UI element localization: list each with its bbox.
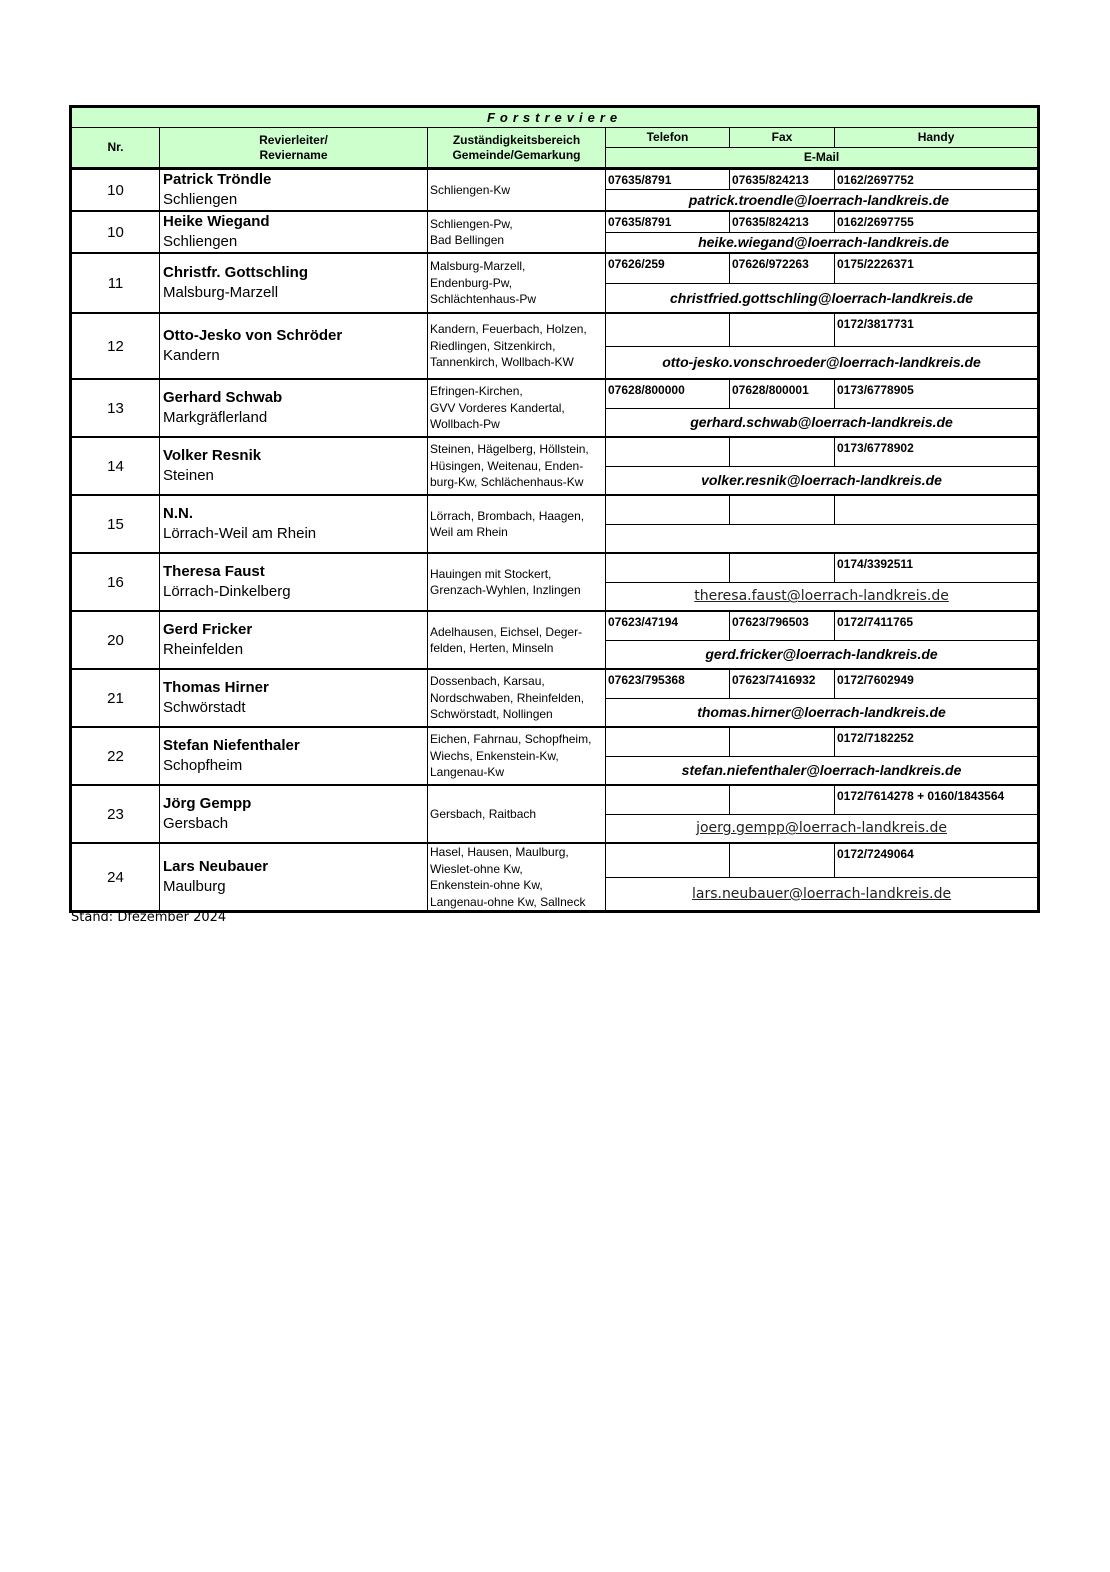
- revier-nr: 15: [71, 495, 160, 553]
- zustaendigkeit-cell: Kandern, Feuerbach, Holzen, Riedlingen, Sitzenkirch, Tannenkirch, Wollbach-KW: [428, 313, 606, 379]
- fax-cell: [730, 437, 835, 466]
- revierleiter-name: Gerhard Schwab: [163, 389, 283, 406]
- telefon-cell: 07626/259: [606, 253, 730, 283]
- zustaendigkeit-cell: Hasel, Hausen, Maulburg, Wieslet-ohne Kw, Enkenstein-ohne Kw, Langenau-ohne Kw, Sallneck: [428, 843, 606, 912]
- zustaendigkeit-cell: Dossenbach, Karsau, Nordschwaben, Rheinfelden, Schwörstadt, Nollingen: [428, 669, 606, 727]
- email-link[interactable]: gerhard.schwab@loerrach-landkreis.de: [606, 408, 1039, 437]
- revierleiter-cell: [160, 727, 428, 785]
- telefon-cell: [606, 843, 730, 877]
- telefon-cell: [606, 437, 730, 466]
- header-revierleiter-line1: Revierleiter/: [259, 132, 328, 147]
- revier-nr: 11: [71, 253, 160, 313]
- revierleiter-cell: [160, 253, 428, 313]
- zustaendigkeit-cell: Lörrach, Brombach, Haagen, Weil am Rhein: [428, 495, 606, 553]
- header-revierleiter: [160, 128, 428, 169]
- table-row: [71, 727, 1039, 756]
- telefon-cell: 07635/8791: [606, 169, 730, 190]
- revierleiter-name: Heike Wiegand: [163, 213, 270, 230]
- reviername: Schliengen: [163, 191, 238, 208]
- revier-nr: 10: [71, 169, 160, 212]
- telefon-cell: [606, 727, 730, 756]
- email-link[interactable]: [606, 524, 1039, 553]
- forstreviere-table: [69, 105, 1040, 913]
- telefon-cell: [606, 495, 730, 524]
- revier-nr: 20: [71, 611, 160, 669]
- fax-cell: 07628/800001: [730, 379, 835, 408]
- revier-nr: 23: [71, 785, 160, 843]
- reviername: Schliengen: [163, 233, 238, 250]
- revierleiter-name: N.N.: [163, 505, 193, 522]
- header-email: E-Mail: [606, 148, 1039, 169]
- fax-cell: 07623/7416932: [730, 669, 835, 698]
- table-row: [71, 669, 1039, 698]
- email-link[interactable]: thomas.hirner@loerrach-landkreis.de: [606, 698, 1039, 727]
- revier-nr: 22: [71, 727, 160, 785]
- handy-cell: 0172/7249064: [835, 843, 1039, 877]
- revierleiter-cell: [160, 379, 428, 437]
- telefon-cell: 07623/795368: [606, 669, 730, 698]
- handy-cell: 0172/7182252: [835, 727, 1039, 756]
- revierleiter-cell: [160, 437, 428, 495]
- revierleiter-name: Theresa Faust: [163, 563, 265, 580]
- email-link[interactable]: theresa.faust@loerrach-landkreis.de: [606, 582, 1039, 611]
- revierleiter-cell: [160, 553, 428, 611]
- handy-cell: [835, 495, 1039, 524]
- header-zustaendigkeit-line2: Gemeinde/Gemarkung: [452, 147, 581, 162]
- fax-cell: 07626/972263: [730, 253, 835, 283]
- reviername: Maulburg: [163, 878, 226, 895]
- revierleiter-cell: [160, 313, 428, 379]
- revierleiter-cell: [160, 169, 428, 212]
- revier-nr: 24: [71, 843, 160, 912]
- stand-note: Stand: Dfezember 2024: [71, 910, 227, 925]
- fax-cell: [730, 553, 835, 582]
- header-handy: Handy: [835, 128, 1039, 148]
- header-zustaendigkeit-line1: Zuständigkeitsbereich: [452, 132, 581, 147]
- revierleiter-cell: [160, 669, 428, 727]
- table-row: [71, 313, 1039, 346]
- handy-cell: 0172/3817731: [835, 313, 1039, 346]
- fax-cell: [730, 495, 835, 524]
- fax-cell: [730, 785, 835, 814]
- revierleiter-cell: [160, 495, 428, 553]
- telefon-cell: [606, 553, 730, 582]
- fax-cell: [730, 313, 835, 346]
- reviername: Steinen: [163, 467, 214, 484]
- table-row: [71, 785, 1039, 814]
- revierleiter-name: Otto-Jesko von Schröder: [163, 327, 343, 344]
- revierleiter-cell: [160, 785, 428, 843]
- table-row: [71, 553, 1039, 582]
- telefon-cell: 07635/8791: [606, 211, 730, 232]
- fax-cell: 07623/796503: [730, 611, 835, 640]
- email-link[interactable]: stefan.niefenthaler@loerrach-landkreis.de: [606, 756, 1039, 785]
- zustaendigkeit-cell: Schliengen-Pw, Bad Bellingen: [428, 211, 606, 253]
- reviername: Markgräflerland: [163, 409, 268, 426]
- revierleiter-cell: [160, 211, 428, 253]
- handy-cell: 0174/3392511: [835, 553, 1039, 582]
- fax-cell: 07635/824213: [730, 169, 835, 190]
- telefon-cell: [606, 313, 730, 346]
- reviername: Lörrach-Weil am Rhein: [163, 525, 317, 542]
- email-link[interactable]: patrick.troendle@loerrach-landkreis.de: [606, 190, 1039, 211]
- handy-cell: 0162/2697755: [835, 211, 1039, 232]
- revierleiter-name: Volker Resnik: [163, 447, 262, 464]
- table-row: [71, 379, 1039, 408]
- header-revierleiter-line2: Reviername: [259, 147, 328, 162]
- email-link[interactable]: joerg.gempp@loerrach-landkreis.de: [606, 814, 1039, 843]
- telefon-cell: 07623/47194: [606, 611, 730, 640]
- revier-nr: 13: [71, 379, 160, 437]
- reviername: Kandern: [163, 347, 220, 364]
- handy-cell: 0172/7602949: [835, 669, 1039, 698]
- header-nr: Nr.: [71, 128, 160, 169]
- revierleiter-name: Lars Neubauer: [163, 858, 269, 875]
- telefon-cell: [606, 785, 730, 814]
- handy-cell: 0172/7411765: [835, 611, 1039, 640]
- revierleiter-name: Gerd Fricker: [163, 621, 253, 638]
- fax-cell: [730, 727, 835, 756]
- revier-nr: 14: [71, 437, 160, 495]
- handy-cell: 0173/6778902: [835, 437, 1039, 466]
- table-title: Forstreviere: [71, 107, 1039, 128]
- table-row: [71, 611, 1039, 640]
- header-zustaendigkeit: [428, 128, 606, 169]
- revierleiter-cell: [160, 611, 428, 669]
- revierleiter-name: Jörg Gempp: [163, 795, 252, 812]
- handy-cell: 0172/7614278 + 0160/1843564: [835, 785, 1039, 814]
- zustaendigkeit-cell: Hauingen mit Stockert, Grenzach-Wyhlen, Inzlingen: [428, 553, 606, 611]
- zustaendigkeit-cell: Eichen, Fahrnau, Schopfheim, Wiechs, Enkenstein-Kw, Langenau-Kw: [428, 727, 606, 785]
- zustaendigkeit-cell: Adelhausen, Eichsel, Deger- felden, Herten, Minseln: [428, 611, 606, 669]
- zustaendigkeit-cell: Malsburg-Marzell, Endenburg-Pw, Schlächtenhaus-Pw: [428, 253, 606, 313]
- table-row: [71, 437, 1039, 466]
- revierleiter-name: Stefan Niefenthaler: [163, 737, 300, 754]
- table-body: [71, 169, 1039, 912]
- reviername: Schopfheim: [163, 757, 243, 774]
- header-telefon: Telefon: [606, 128, 730, 148]
- handy-cell: 0173/6778905: [835, 379, 1039, 408]
- reviername: Gersbach: [163, 815, 229, 832]
- email-link[interactable]: lars.neubauer@loerrach-landkreis.de: [606, 877, 1039, 911]
- email-link[interactable]: christfried.gottschling@loerrach-landkreis.de: [606, 283, 1039, 313]
- revier-nr: 10: [71, 211, 160, 253]
- revier-nr: 21: [71, 669, 160, 727]
- email-link[interactable]: otto-jesko.vonschroeder@loerrach-landkreis.de: [606, 346, 1039, 379]
- revierleiter-cell: [160, 843, 428, 912]
- reviername: Malsburg-Marzell: [163, 284, 279, 301]
- table-row: [71, 211, 1039, 232]
- fax-cell: [730, 843, 835, 877]
- zustaendigkeit-cell: Steinen, Hägelberg, Höllstein, Hüsingen, Weitenau, Enden- burg-Kw, Schlächenhaus-Kw: [428, 437, 606, 495]
- reviername: Lörrach-Dinkelberg: [163, 583, 291, 600]
- email-link[interactable]: gerd.fricker@loerrach-landkreis.de: [606, 640, 1039, 669]
- email-link[interactable]: heike.wiegand@loerrach-landkreis.de: [606, 232, 1039, 253]
- revier-nr: 12: [71, 313, 160, 379]
- reviername: Schwörstadt: [163, 699, 246, 716]
- email-link[interactable]: volker.resnik@loerrach-landkreis.de: [606, 466, 1039, 495]
- revier-nr: 16: [71, 553, 160, 611]
- revierleiter-name: Thomas Hirner: [163, 679, 269, 696]
- handy-cell: 0162/2697752: [835, 169, 1039, 190]
- zustaendigkeit-cell: Gersbach, Raitbach: [428, 785, 606, 843]
- revierleiter-name: Patrick Tröndle: [163, 171, 272, 188]
- telefon-cell: 07628/800000: [606, 379, 730, 408]
- fax-cell: 07635/824213: [730, 211, 835, 232]
- table-row: [71, 495, 1039, 524]
- reviername: Rheinfelden: [163, 641, 244, 658]
- table-row: [71, 169, 1039, 190]
- zustaendigkeit-cell: Schliengen-Kw: [428, 169, 606, 212]
- table-row: [71, 843, 1039, 877]
- table-row: [71, 253, 1039, 283]
- handy-cell: 0175/2226371: [835, 253, 1039, 283]
- revierleiter-name: Christfr. Gottschling: [163, 264, 309, 281]
- header-fax: Fax: [730, 128, 835, 148]
- zustaendigkeit-cell: Efringen-Kirchen, GVV Vorderes Kandertal, Wollbach-Pw: [428, 379, 606, 437]
